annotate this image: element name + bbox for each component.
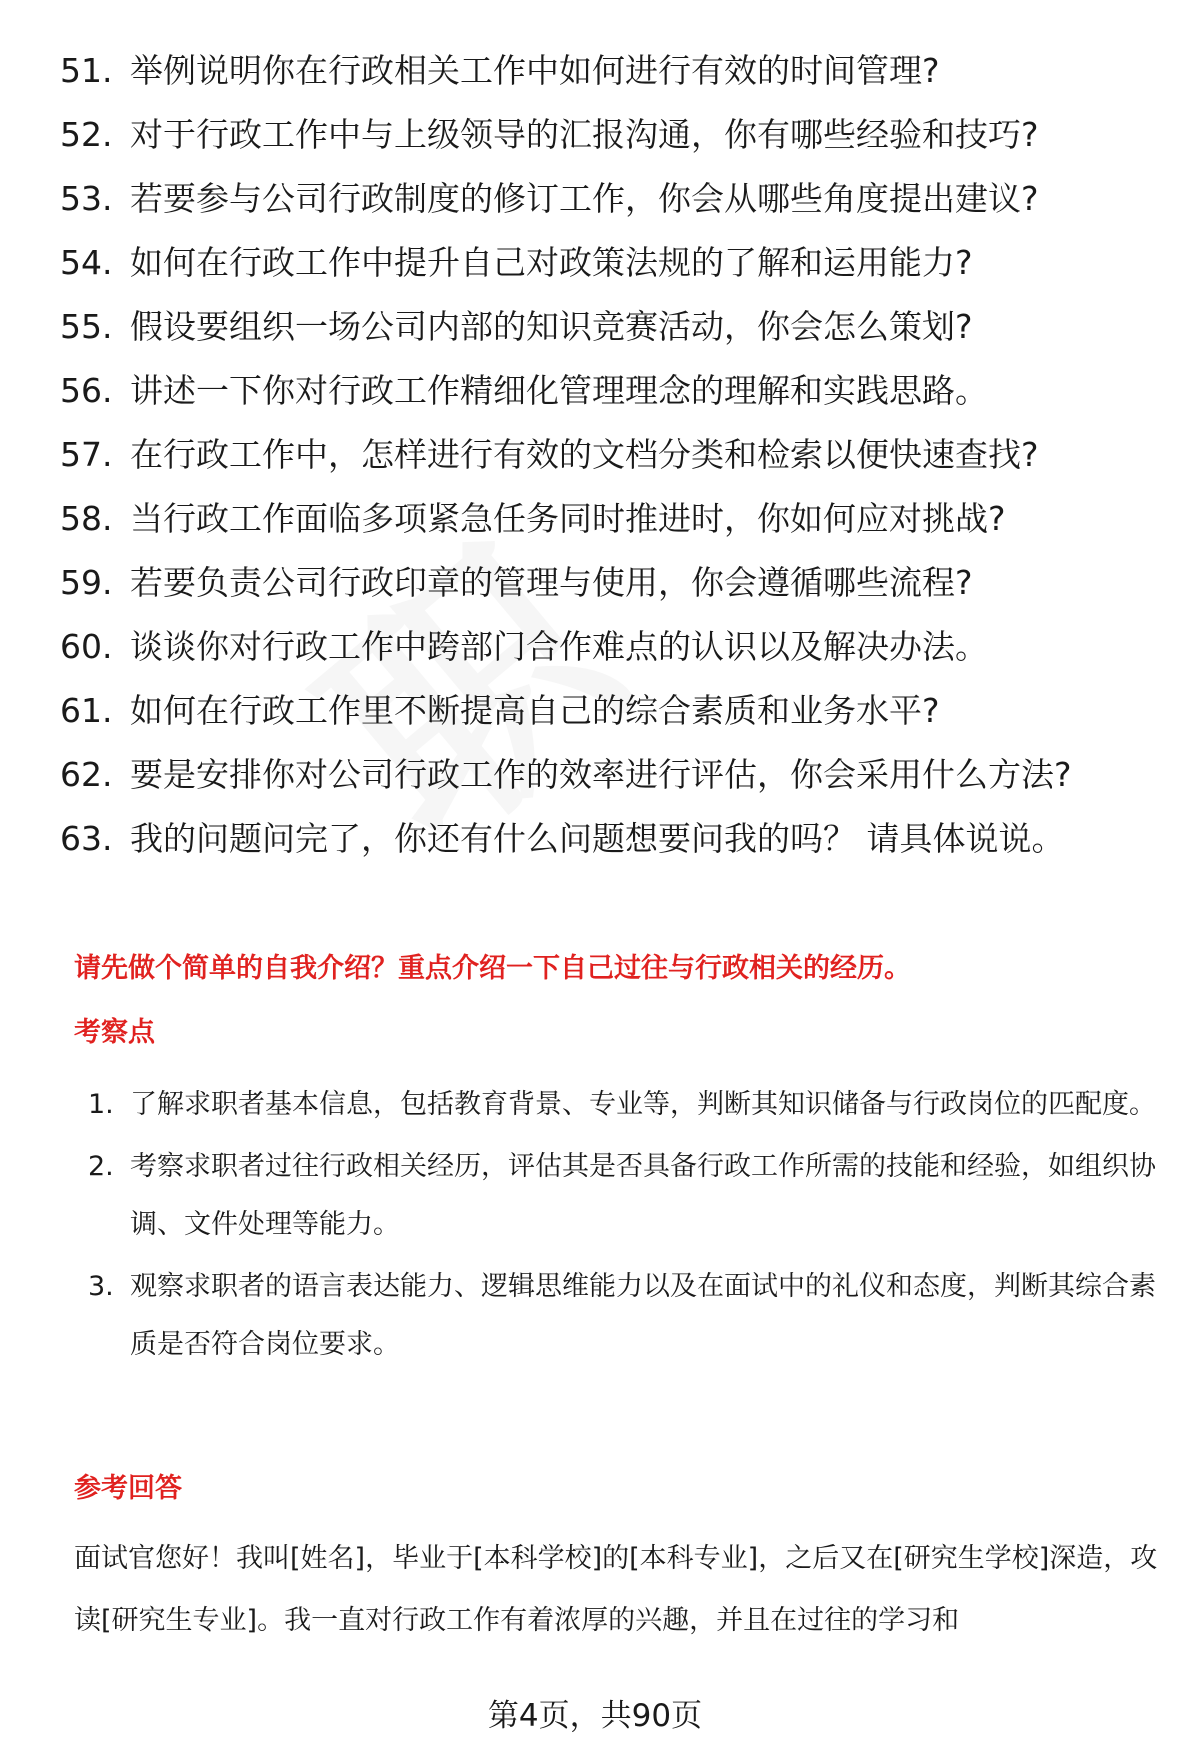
question-number: 51. (60, 51, 113, 90)
exam-point-text: 观察求职者的语言表达能力、逻辑思维能力以及在面试中的礼仪和态度，判断其综合素质是否符合岗位要求。 (130, 1271, 1156, 1360)
reference-answer-text: 面试官您好！我叫[姓名]，毕业于[本科学校]的[本科专业]，之后又在[研究生学校]深造，攻读[研究生专业]。我一直对行政工作有着浓厚的兴趣，并且在过往的学习和 (74, 1543, 1158, 1636)
question-item (60, 304, 1160, 350)
exam-point-number: 1. (88, 1089, 114, 1120)
question-text: 要是安排你对公司行政工作的效率进行评估，你会采用什么方法? (130, 755, 1072, 794)
question-number: 55. (60, 307, 113, 346)
question-number: 53. (60, 179, 113, 218)
question-number: 60. (60, 627, 113, 666)
question-item (60, 112, 1160, 158)
question-number: 56. (60, 371, 113, 410)
question-text: 对于行政工作中与上级领导的汇报沟通，你有哪些经验和技巧? (130, 115, 1039, 154)
question-number: 54. (60, 243, 113, 282)
page-footer: 第4页，共90页 (487, 1698, 703, 1734)
question-list (60, 48, 1160, 880)
question-item (60, 176, 1160, 222)
exam-point-number: 2. (88, 1151, 114, 1182)
question-text: 若要负责公司行政印章的管理与使用，你会遵循哪些流程? (130, 563, 973, 602)
question-text: 在行政工作中，怎样进行有效的文档分类和检索以便快速查找? (130, 435, 1039, 474)
question-text: 我的问题问完了，你还有什么问题想要问我的吗？ 请具体说说。 (130, 819, 1065, 858)
exam-point (88, 1258, 1168, 1374)
question-number: 58. (60, 499, 113, 538)
question-text: 如何在行政工作中提升自己对政策法规的了解和运用能力? (130, 243, 973, 282)
question-number: 59. (60, 563, 113, 602)
question-item (60, 368, 1160, 414)
question-text: 举例说明你在行政相关工作中如何进行有效的时间管理? (130, 51, 940, 90)
question-number: 57. (60, 435, 113, 474)
question-item (60, 560, 1160, 606)
question-text: 当行政工作面临多项紧急任务同时推进时，你如何应对挑战? (130, 499, 1006, 538)
question-text: 谈谈你对行政工作中跨部门合作难点的认识以及解决办法。 (130, 627, 988, 666)
question-item (60, 48, 1160, 94)
question-number: 63. (60, 819, 113, 858)
exam-point (88, 1076, 1168, 1134)
exam-point-text: 考察求职者过往行政相关经历，评估其是否具备行政工作所需的技能和经验，如组织协调、文件处理等能力。 (130, 1151, 1156, 1240)
question-text: 如何在行政工作里不断提高自己的综合素质和业务水平? (130, 691, 940, 730)
question-text: 讲述一下你对行政工作精细化管理理念的理解和实践思路。 (130, 371, 988, 410)
question-item (60, 496, 1160, 542)
question-item (60, 624, 1160, 670)
question-number: 62. (60, 755, 113, 794)
question-item (60, 240, 1160, 286)
reference-answer-title: 参考回答 (74, 1473, 182, 1504)
question-number: 52. (60, 115, 113, 154)
question-item (60, 816, 1160, 862)
exam-point (88, 1138, 1168, 1254)
exam-points-list (88, 1076, 1168, 1378)
exam-point-text: 了解求职者基本信息，包括教育背景、专业等，判断其知识储备与行政岗位的匹配度。 (130, 1089, 1156, 1120)
question-number: 61. (60, 691, 113, 730)
question-item (60, 688, 1160, 734)
exam-points-title: 考察点 (74, 1017, 155, 1048)
question-text: 假设要组织一场公司内部的知识竞赛活动，你会怎么策划? (130, 307, 973, 346)
question-item (60, 432, 1160, 478)
highlight-question: 请先做个简单的自我介绍？重点介绍一下自己过往与行政相关的经历。 (74, 953, 911, 984)
exam-point-number: 3. (88, 1271, 114, 1302)
question-text: 若要参与公司行政制度的修订工作，你会从哪些角度提出建议? (130, 179, 1039, 218)
question-item (60, 752, 1160, 798)
